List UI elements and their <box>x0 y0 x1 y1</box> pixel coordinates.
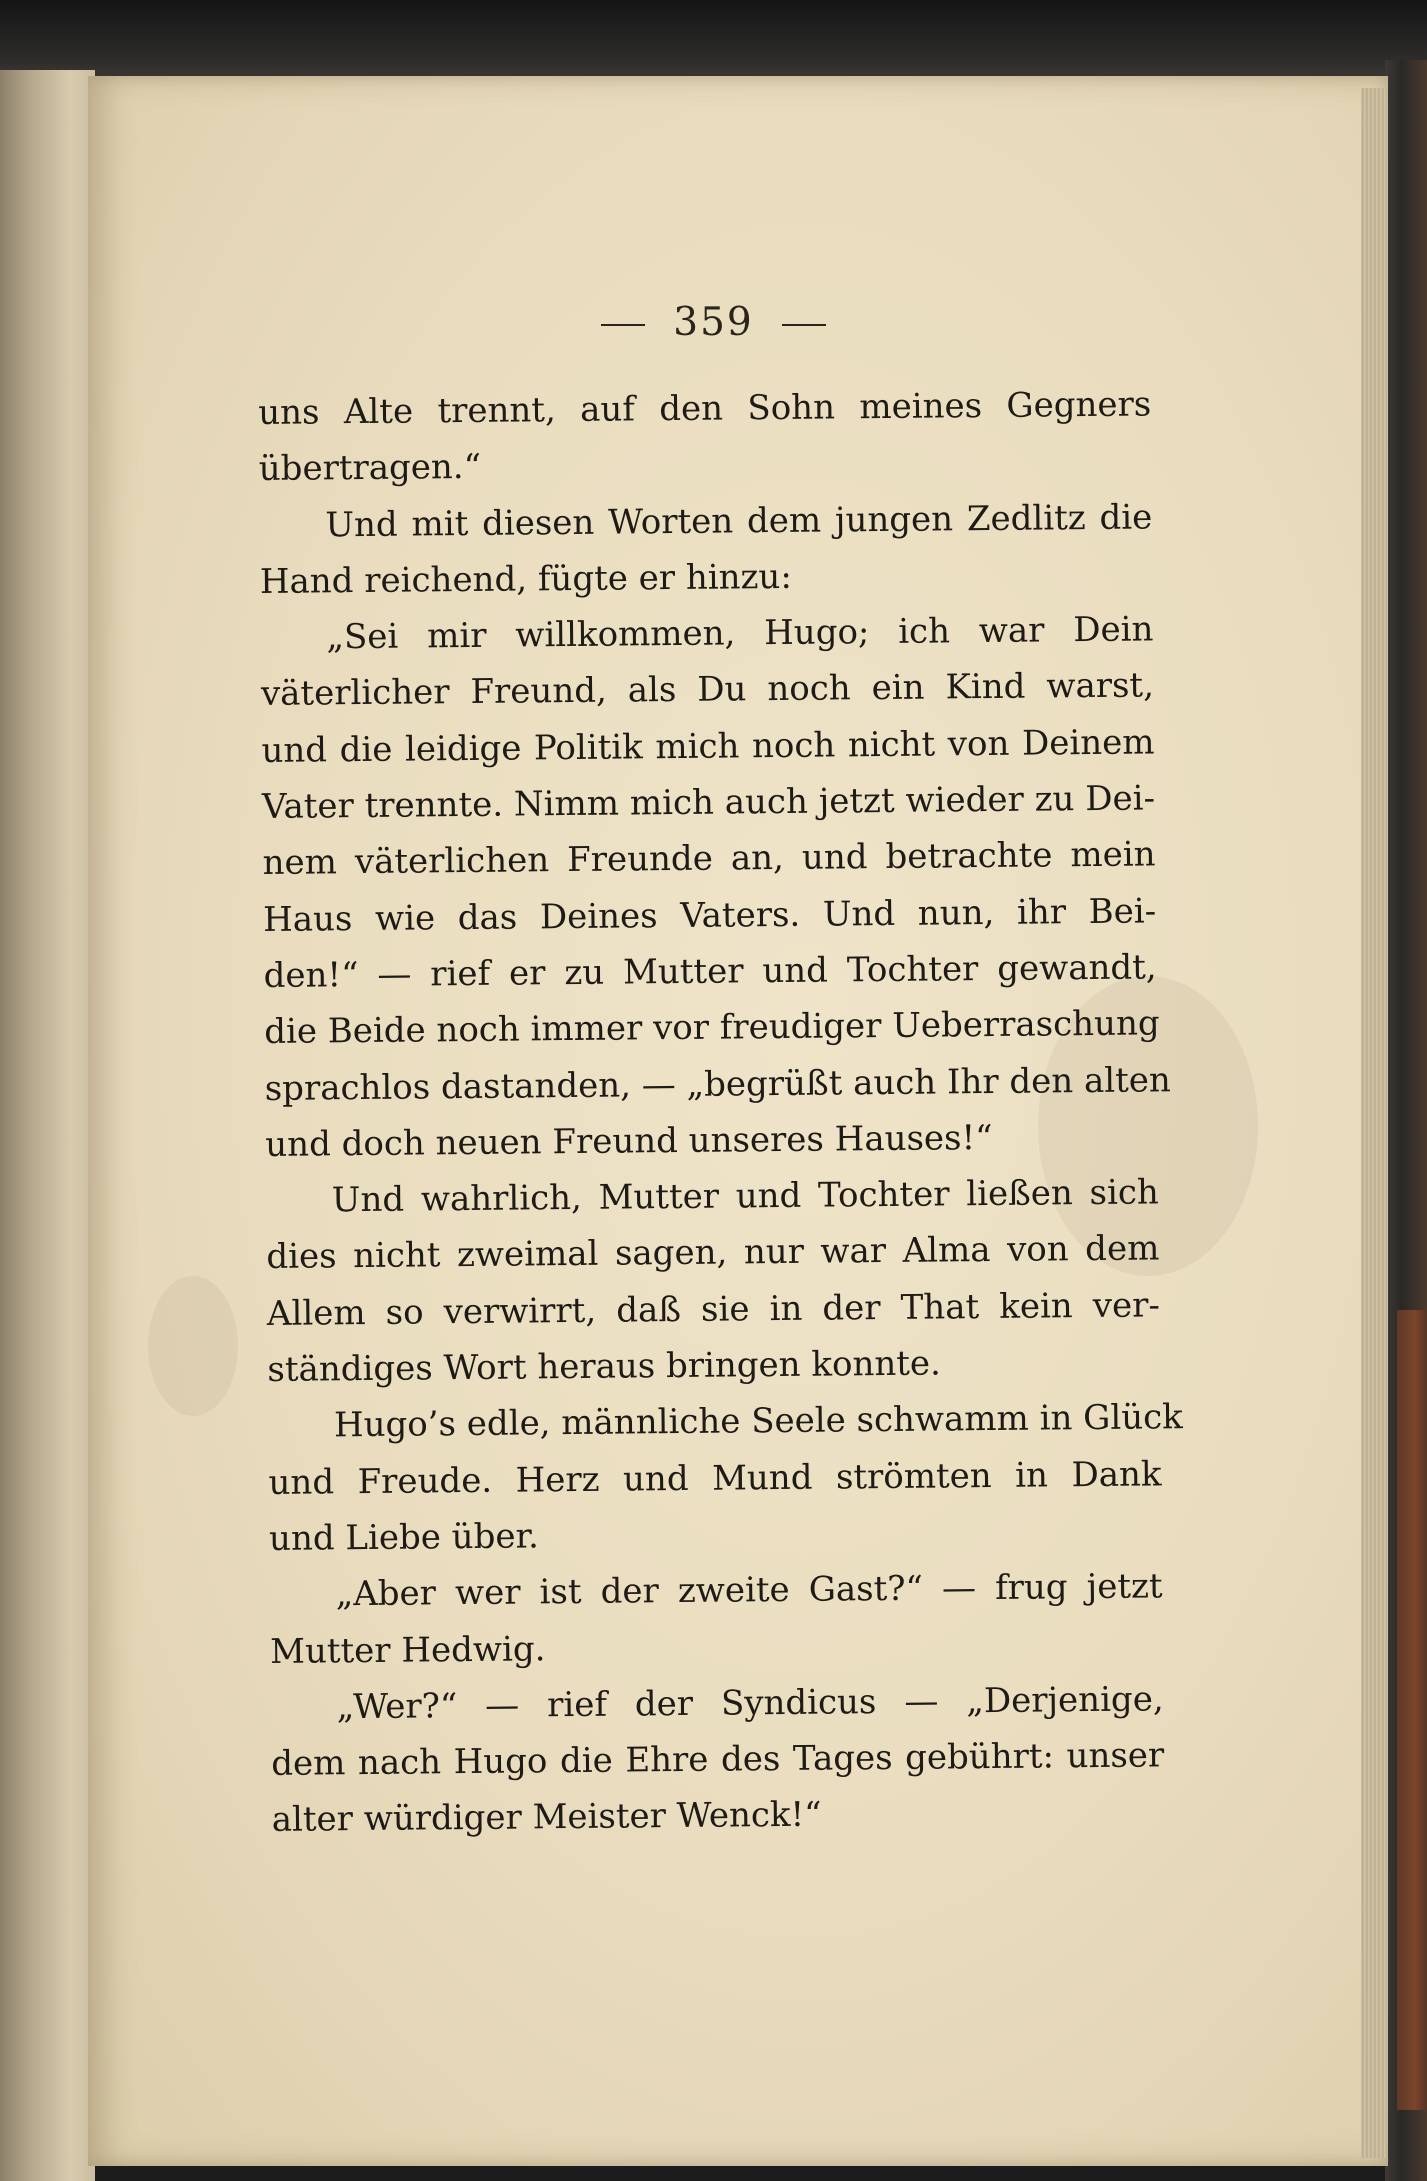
page-number: 359 <box>673 300 754 345</box>
text-line: nem väterlichen Freunde an, und betrachte mein <box>262 834 1156 884</box>
text-line: Mutter Hedwig. <box>269 1628 546 1672</box>
text-line: die Beide noch immer vor freudiger Ueberraschung <box>264 1003 1160 1053</box>
paper-stain <box>148 1276 238 1416</box>
text-line: Hand reichend, fügte er hinzu: <box>259 556 792 602</box>
text-line: und Freude. Herz und Mund strömten in Dank <box>268 1454 1162 1503</box>
book-cover-edge <box>1385 60 1427 2181</box>
text-line: und doch neuen Freund unseres Hauses!“ <box>265 1117 993 1165</box>
text-line: und Liebe über. <box>268 1516 540 1559</box>
text-line: „Wer?“ — rief der Syndicus — „Derjenige, <box>336 1679 1164 1728</box>
text-line: „Aber wer ist der zweite Gast?“ — frug jetzt <box>335 1566 1163 1615</box>
text-line: uns Alte trennt, auf den Sohn meines Gegners <box>258 384 1152 433</box>
text-line: Haus wie das Deines Vaters. Und nun, ihr Bei- <box>262 891 1157 940</box>
book-binding-top <box>0 0 1427 78</box>
text-line: übertragen.“ <box>258 447 482 490</box>
page-block-edges <box>1361 88 1387 2158</box>
header-dash-right <box>782 324 826 326</box>
text-line: väterlicher Freund, als Du noch ein Kind warst, <box>260 665 1155 715</box>
text-line: sprachlos dastanden, — „begrüßt auch Ihr den alten <box>264 1059 1172 1109</box>
page-body-text <box>258 376 1183 1848</box>
text-line: und die leidige Politik mich noch nicht von Deinem <box>261 722 1155 771</box>
header-dash-left <box>601 324 645 326</box>
text-line: den!“ — rief er zu Mutter und Tochter gewandt, <box>263 947 1157 996</box>
text-line: ständiges Wort heraus bringen konnte. <box>267 1343 942 1391</box>
text-line: Allem so verwirrt, daß sie in der That kein ver- <box>266 1285 1161 1334</box>
text-line: dem nach Hugo die Ehre des Tages gebührt: unser <box>271 1735 1165 1785</box>
text-line: „Sei mir willkommen, Hugo; ich war Dein <box>326 609 1154 658</box>
text-line: Vater trennte. Nimm mich auch jetzt wieder zu Dei- <box>261 778 1156 828</box>
text-line: Und mit diesen Worten dem jungen Zedlitz die <box>325 497 1153 545</box>
text-line: Hugo’s edle, männliche Seele schwamm in Glück <box>333 1397 1183 1446</box>
text-line: Und wahrlich, Mutter und Tochter ließen sich <box>331 1172 1159 1221</box>
text-line: alter würdiger Meister Wenck!“ <box>271 1795 822 1841</box>
page-header <box>0 300 1427 345</box>
text-line: dies nicht zweimal sagen, nur war Alma von dem <box>266 1228 1160 1278</box>
previous-page-edge <box>0 70 95 2181</box>
